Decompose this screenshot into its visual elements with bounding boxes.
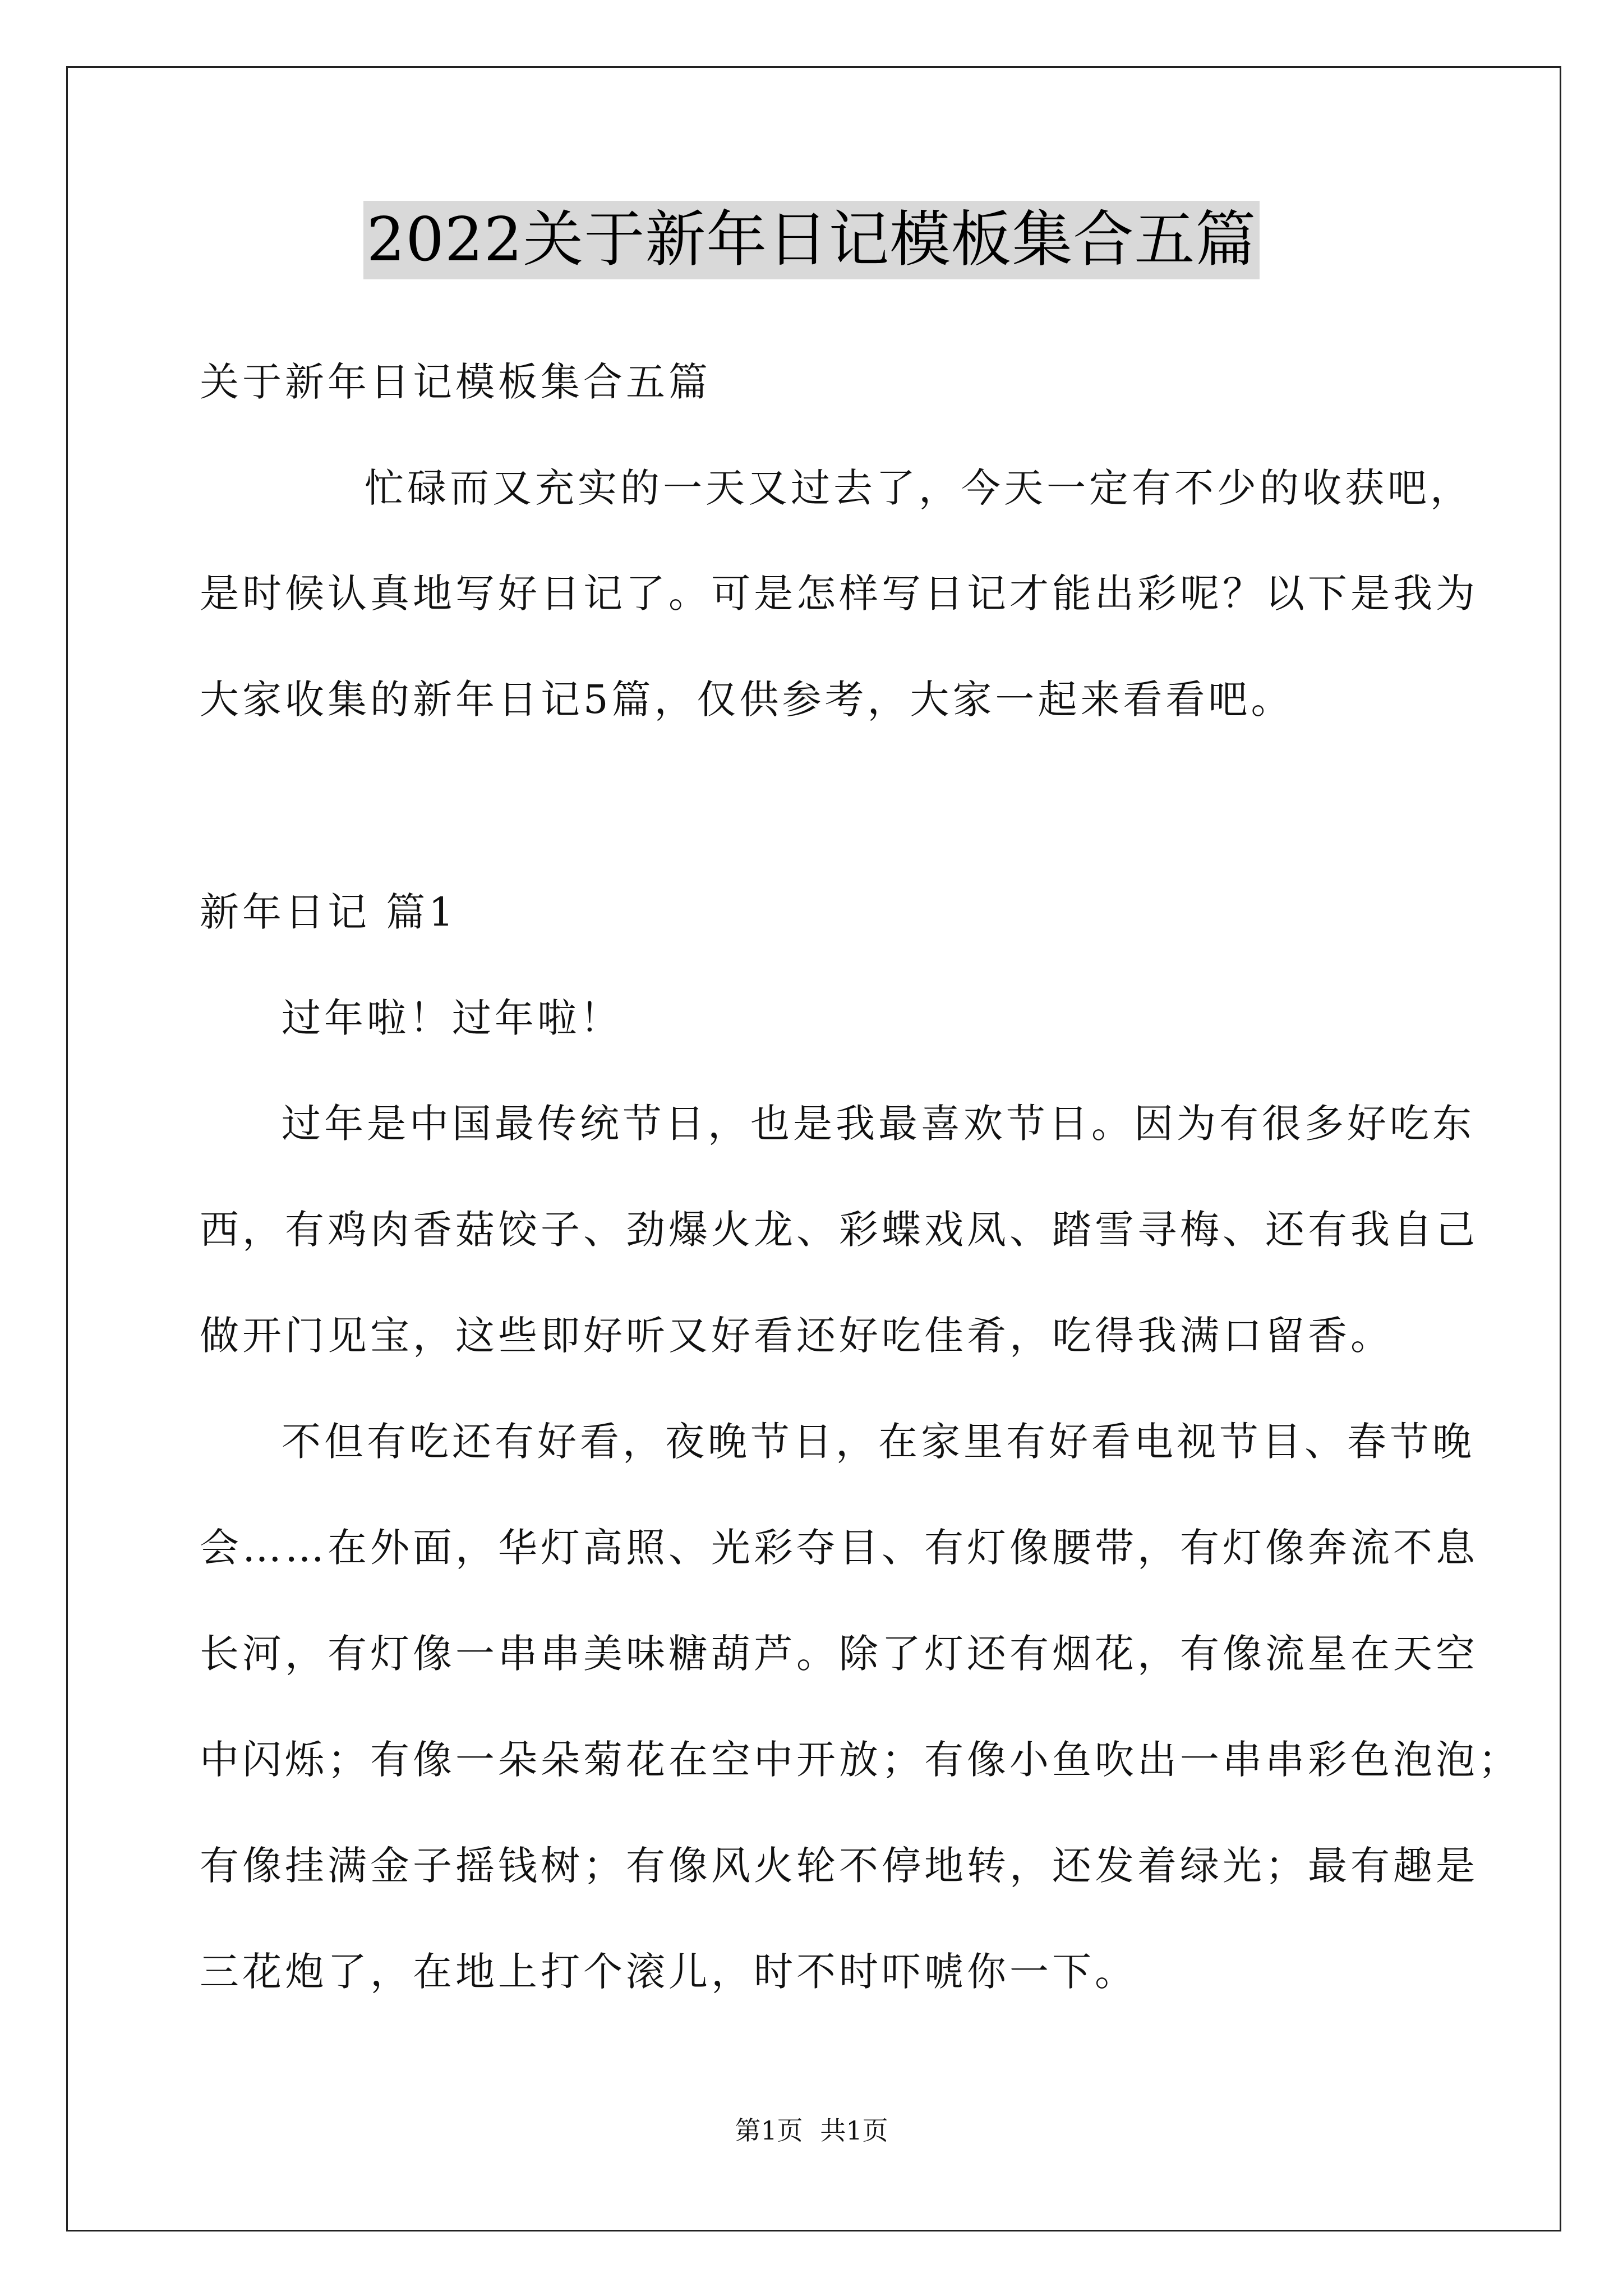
paragraph-line: 过年是中国最传统节日，也是我最喜欢节日。因为有很多好吃东: [282, 1101, 1475, 1147]
paragraph-line: 做开门见宝，这些即好听又好看还好吃佳肴，吃得我满口留香。: [200, 1313, 1393, 1359]
document-title: 2022关于新年日记模板集合五篇: [363, 201, 1260, 279]
paragraph-line: 西，有鸡肉香菇饺子、劲爆火龙、彩蝶戏凤、踏雪寻梅、还有我自己: [200, 1207, 1478, 1253]
intro-line: 忙碌而又充实的一天又过去了，今天一定有不少的收获吧，: [365, 465, 1473, 511]
page-total: 共1页: [820, 2115, 888, 2146]
paragraph-line: 会……在外面，华灯高照、光彩夺目、有灯像腰带，有灯像奔流不息: [200, 1525, 1478, 1571]
subtitle: 关于新年日记模板集合五篇: [200, 359, 711, 405]
page-footer: [0, 2114, 1623, 2147]
intro-line: 是时候认真地写好日记了。可是怎样写日记才能出彩呢？以下是我为: [200, 570, 1478, 616]
intro-line: 大家收集的新年日记5篇，仅供参考，大家一起来看看吧。: [200, 677, 1294, 723]
paragraph-line: 不但有吃还有好看，夜晚节日，在家里有好看电视节目、春节晚: [282, 1419, 1475, 1465]
page-number: 第1页: [735, 2115, 803, 2146]
paragraph-line: 中闪烁；有像一朵朵菊花在空中开放；有像小鱼吹出一串串彩色泡泡；: [200, 1737, 1521, 1783]
section-heading: 新年日记 篇1: [200, 889, 457, 935]
paragraph-line: 三花炮了，在地上打个滚儿，时不时吓唬你一下。: [200, 1949, 1137, 1995]
title-container: [0, 201, 1623, 279]
paragraph-line: 过年啦！过年啦！: [282, 995, 623, 1041]
paragraph-line: 长河，有灯像一串串美味糖葫芦。除了灯还有烟花，有像流星在天空: [200, 1631, 1478, 1677]
paragraph-line: 有像挂满金子摇钱树；有像风火轮不停地转，还发着绿光；最有趣是: [200, 1843, 1478, 1889]
